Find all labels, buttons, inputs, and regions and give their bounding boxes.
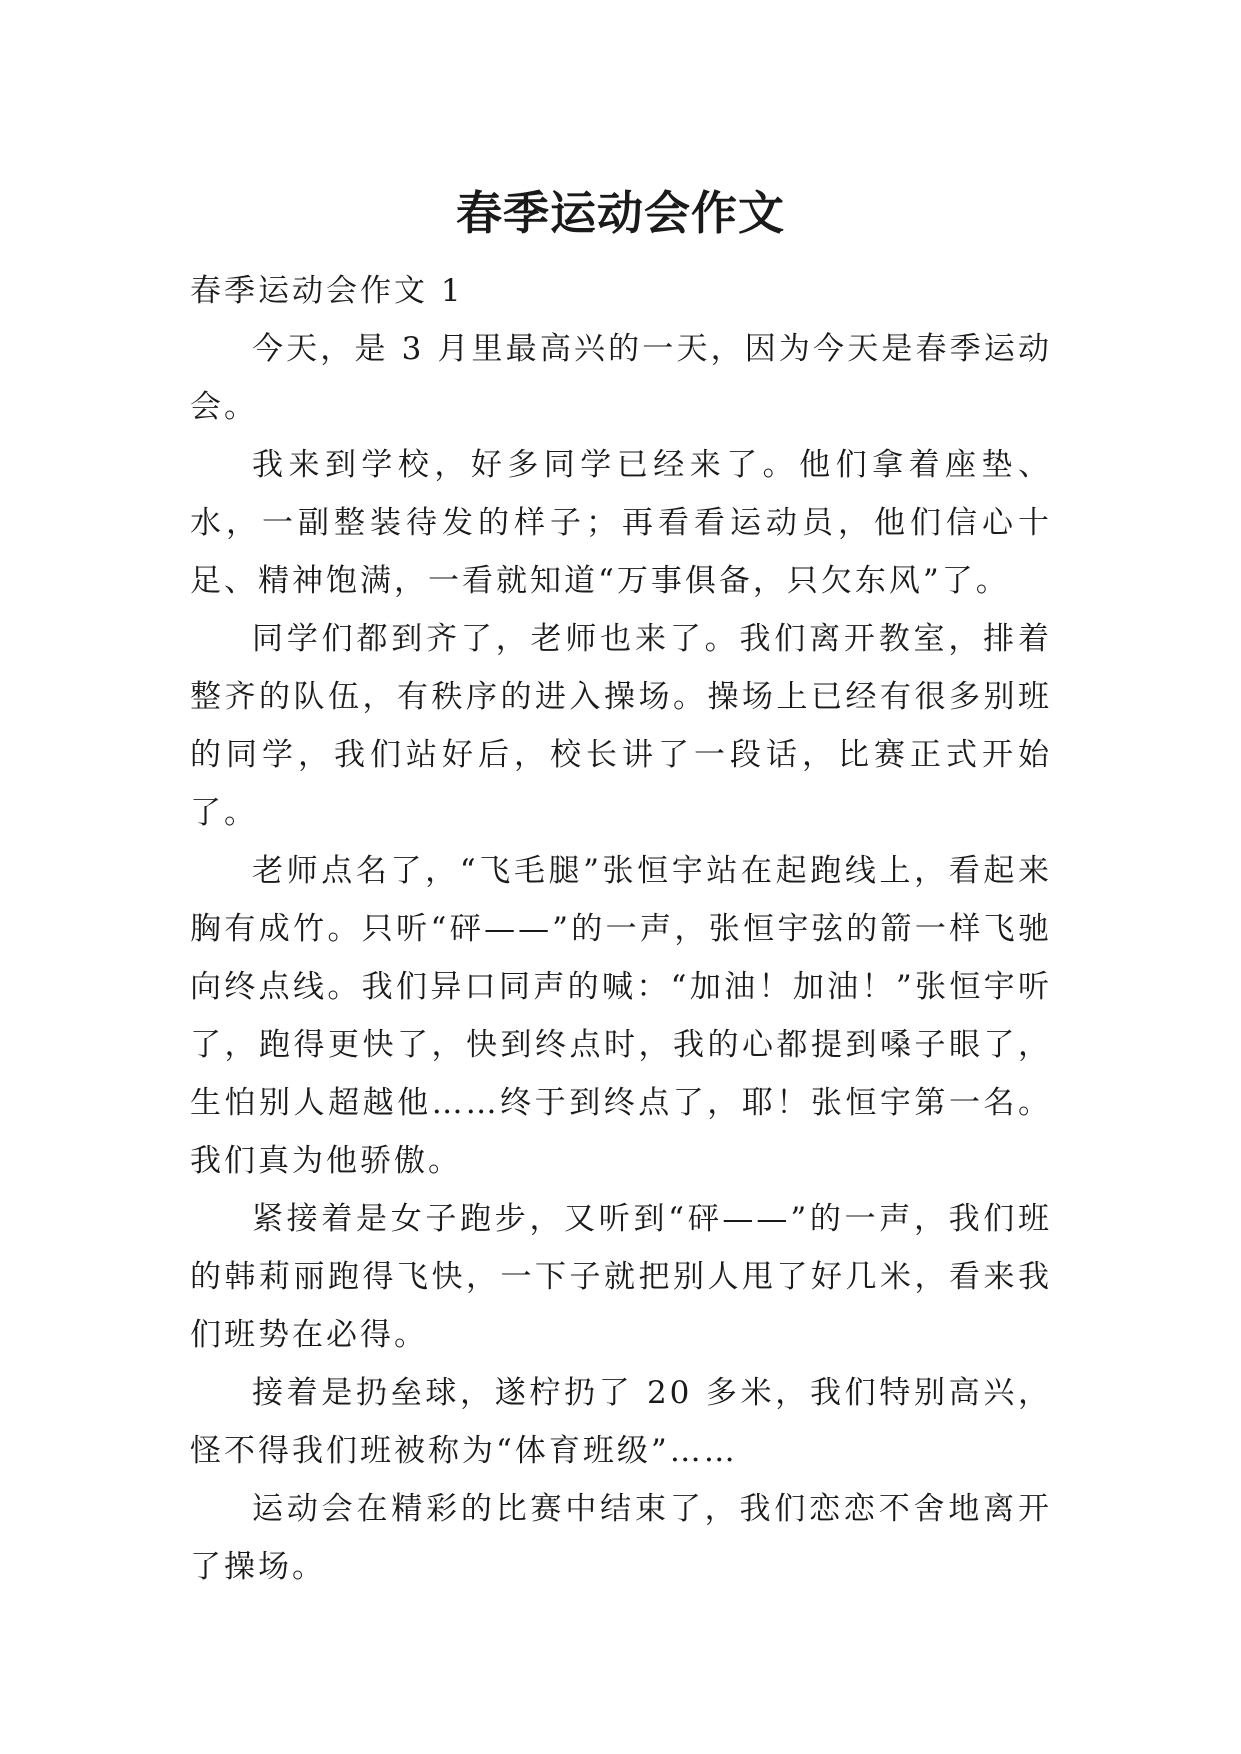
document-title: 春季运动会作文 xyxy=(456,185,785,240)
section-heading: 春季运动会作文 1 xyxy=(190,273,464,309)
paragraph: 我来到学校，好多同学已经来了。他们拿着座垫、水，一副整装待发的样子；再看看运动员，他们信心十足、精神饱满，一看就知道“万事俱备，只欠东风”了。 xyxy=(190,447,1052,599)
paragraph: 接着是扔垒球，遂柠扔了 20 多米，我们特别高兴，怪不得我们班被称为“体育班级”…… xyxy=(190,1375,1052,1469)
paragraph: 今天，是 3 月里最高兴的一天，因为今天是春季运动会。 xyxy=(190,331,1052,425)
paragraph: 老师点名了，“飞毛腿”张恒宇站在起跑线上，看起来胸有成竹。只听“砰——”的一声，张恒宇弦的箭一样飞驰向终点线。我们异口同声的喊：“加油！加油！”张恒宇听了，跑得更快了，快到终点时，我的心都提到嗓子眼了，生怕别人超越他……终于到终点了，耶！张恒宇第一名。我们真为他骄傲。 xyxy=(190,853,1052,1179)
document-body xyxy=(190,262,1052,1596)
paragraph: 紧接着是女子跑步，又听到“砰——”的一声，我们班的韩莉丽跑得飞快，一下子就把别人甩了好几米，看来我们班势在必得。 xyxy=(190,1201,1052,1353)
paragraph: 同学们都到齐了，老师也来了。我们离开教室，排着整齐的队伍，有秩序的进入操场。操场上已经有很多别班的同学，我们站好后，校长讲了一段话，比赛正式开始了。 xyxy=(190,621,1052,831)
paragraph: 运动会在精彩的比赛中结束了，我们恋恋不舍地离开了操场。 xyxy=(190,1491,1052,1585)
